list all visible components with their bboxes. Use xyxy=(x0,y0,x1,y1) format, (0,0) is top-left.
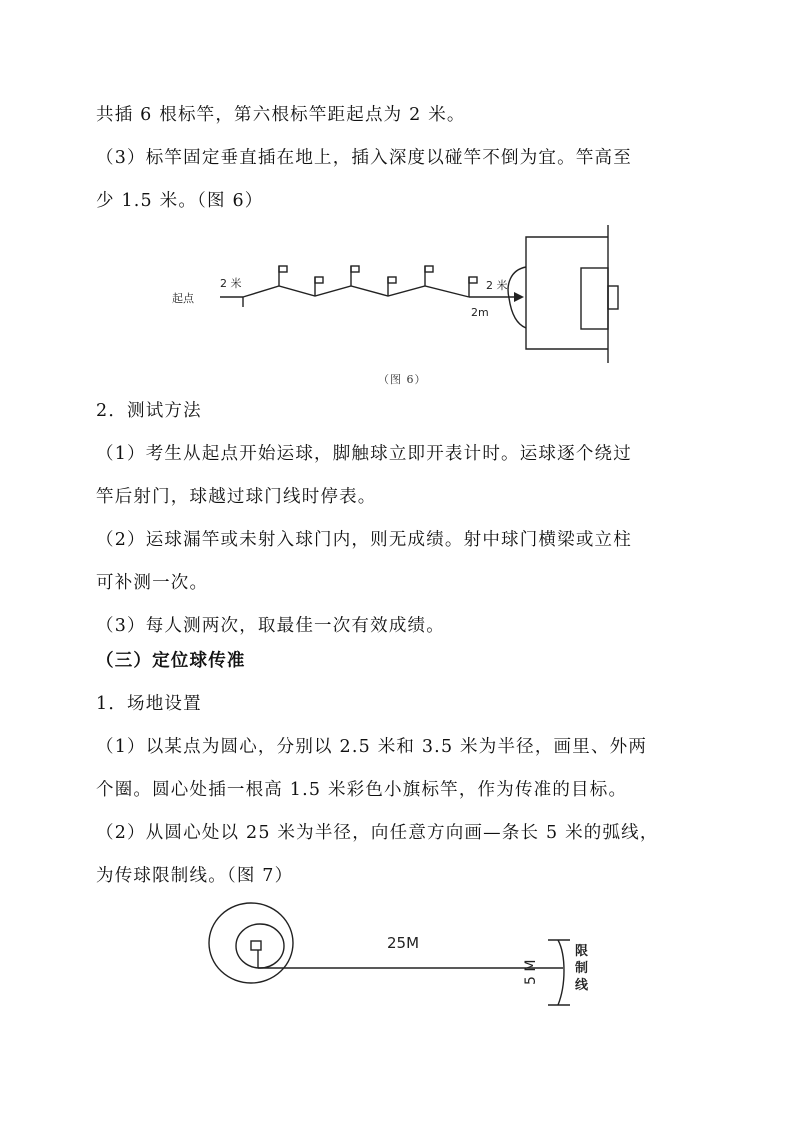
paragraph-line: 共插 6 根标竿，第六根标竿距起点为 2 米。 xyxy=(96,105,466,125)
paragraph-line: 竿后射门，球越过球门线时停表。 xyxy=(96,487,377,507)
flag-icon xyxy=(388,277,396,296)
arc-length-label: 5 M xyxy=(523,959,539,985)
figure-7-diagram xyxy=(195,895,615,1025)
limit-line-label: 线 xyxy=(575,978,589,993)
distance-label: 25M xyxy=(387,934,420,952)
paragraph-line: 个圈。圆心处插一根高 1.5 米彩色小旗标竿，作为传准的目标。 xyxy=(96,780,628,800)
paragraph-line: （3）每人测两次，取最佳一次有效成绩。 xyxy=(96,616,445,636)
paragraph-line: （1）考生从起点开始运球，脚触球立即开表计时。运球逐个绕过 xyxy=(96,444,632,464)
section-heading: 1．场地设置 xyxy=(96,694,202,714)
flag-icon xyxy=(351,266,359,286)
paragraph-line: （2）运球漏竿或未射入球门内，则无成绩。射中球门横梁或立柱 xyxy=(96,530,632,550)
figure-6-diagram xyxy=(160,225,640,370)
limit-line-label: 限 xyxy=(575,944,589,959)
flag-icon xyxy=(251,941,261,950)
figure-caption: （图 6） xyxy=(378,373,427,386)
paragraph-line: （1）以某点为圆心，分别以 2.5 米和 3.5 米为半径，画里、外两 xyxy=(96,737,648,757)
flag-icon xyxy=(279,266,287,286)
flag-icon xyxy=(469,277,477,297)
paragraph-line: （2）从圆心处以 25 米为半径，向任意方向画—条长 5 米的弧线， xyxy=(96,823,659,843)
arrow-label: 2m xyxy=(471,306,489,319)
section-title: （三）定位球传准 xyxy=(96,651,246,671)
paragraph-line: 可补测一次。 xyxy=(96,573,209,593)
gap-label: 2 米 xyxy=(220,277,242,290)
section-heading: 2．测试方法 xyxy=(96,401,202,421)
paragraph-line: （3）标竿固定垂直插在地上，插入深度以碰竿不倒为宜。竿高至 xyxy=(96,148,632,168)
gap-label: 2 米 xyxy=(486,279,508,292)
limit-line-label: 制 xyxy=(575,961,589,976)
paragraph-line: 为传球限制线。（图 7） xyxy=(96,866,294,886)
paragraph-line: 少 1.5 米。（图 6） xyxy=(96,191,264,211)
flag-icon xyxy=(315,277,323,296)
start-label: 起点 xyxy=(172,292,194,305)
flag-icon xyxy=(425,266,433,286)
